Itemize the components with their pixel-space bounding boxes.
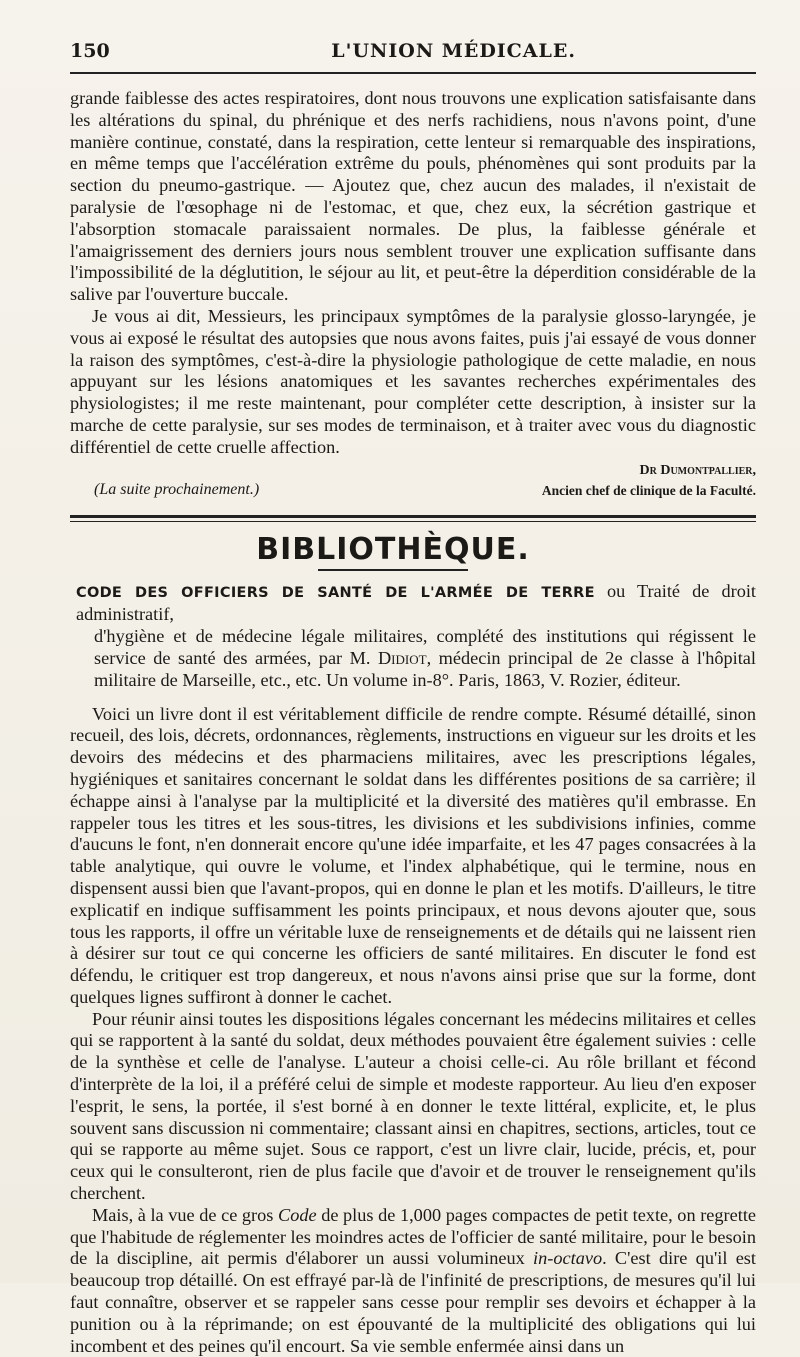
review-p3-c: . C'est dire qu'il est beaucoup trop détaillé. On est effrayé par-là de l'infinité de prescriptions, de mesures qu'il lui faut connaître, observer et se rappeler sans cesse pour remplir ses devoirs et échapper à la punition ou à la réprimande; on est épouvanté de la multiplicité des obligations qui lui incombent et des peines qu'il encourt. Sa vie semble enfermée ainsi dans un (70, 1248, 756, 1356)
review-p3-code: Code (278, 1204, 317, 1225)
header-rule (70, 72, 756, 74)
author-title: Ancien chef de clinique de la Faculté. (541, 482, 756, 498)
review-paragraph-1: Voici un livre dont il est véritablement difficile de rendre compte. Résumé détaillé, sinon recueil, des lois, décrets, ordonnances, règlements, instructions en vigueur sur les droits et les devoirs des médecins et des pharmaciens militaires, avec les prescriptions légales, hygiéniques et sanitaires concernant le soldat dans les différentes positions de sa carrière; il échappe ainsi à l'analyse par la multiplicité et la diversité des matières qu'il embrasse. En rappeler tous les titres et les sous-titres, les divisions et les subdivisions infinies, comme d'aucuns le font, n'en donnerait encore qu'une idée imparfaite, et les 47 pages consacrées à la table analytique, qui ouvre le volume, et l'index alphabétique, qui le termine, nous en dispensent aussi bien que l'avant-propos, qui en donne le plan et les motifs. D'ailleurs, le titre explicatif en indique suffisamment les points principaux, et nous devons ajouter que, sous tous les rapports, il offre un véritable luxe de renseignements et de détails qui ne laissent rien à désirer sur tout ce qui concerne les officiers de santé militaires. En discuter le fond est défendu, le critiquer est trop dangereux, et nous n'avons ainsi prise que sur la forme, dont quelques lignes suffiront à donner le cachet. (70, 703, 756, 1007)
signature-block (70, 461, 756, 501)
book-title: CODE DES OFFICIERS DE SANTÉ DE L'ARMÉE DE TERRE (76, 584, 595, 601)
book-citation (70, 581, 756, 692)
journal-title: L'UNION MÉDICALE. (331, 40, 576, 62)
section-divider (70, 515, 756, 522)
book-details (70, 626, 756, 691)
book-subtitle: ou Traité de droit administratif, (76, 580, 756, 625)
book-details-text: d'hygiène et de médecine légale militaires, complété des institutions qui régissent le service de santé des armées, par M. (94, 626, 756, 668)
continued-note: (La suite prochainement.) (94, 480, 260, 498)
section-title: BIBLIOTHÈQUE. (256, 531, 530, 567)
book-publisher: , médecin principal de 2e classe à l'hôpital militaire de Marseille, etc., etc. Un volume in-8°. Paris, 1863, V. Rozier, éditeur. (94, 647, 756, 690)
review-p3-a: Mais, à la vue de ce gros (92, 1204, 278, 1225)
review-p3-b: de plus de 1,000 pages compactes de petit texte, on regrette que l'habitude de réglementer les moindres actes de l'officier de santé militaire, pour le besoin de la discipline, ait permis d'élaborer un aussi volumineux (70, 1204, 757, 1269)
review-paragraph-2: Pour réunir ainsi toutes les dispositions légales concernant les médecins militaires et celles qui se rapportent à la santé du soldat, deux méthodes pouvaient être également suivies : celle de la synthèse et celle de l'analyse. L'auteur a choisi celle-ci. Au rôle brillant et fécond d'interprète de la loi, il a préféré celui de simple et modeste rapporteur. Au lieu d'en exposer l'esprit, le sens, la portée, il s'est borné à en donner le texte littéral, explicite, et, le plus souvent sans discussion ni commentaire; classant ainsi en chapitres, sections, articles, tout ce qui se rapporte au même sujet. Sous ce rapport, c'est un livre clair, lucide, précis, et, pour ceux qui le consulteront, rien de plus facile que d'avoir et de trouver le renseignement qu'ils cherchent. (70, 1008, 756, 1204)
review-p3-inoctavo: in-octavo (533, 1248, 603, 1269)
book-author: Didiot (377, 647, 427, 668)
running-head (70, 40, 756, 68)
author-signature (542, 461, 756, 501)
page-number: 150 (70, 40, 110, 62)
article-paragraph-2: Je vous ai dit, Messieurs, les principaux symptômes de la paralysie glosso-laryngée, je vous ai exposé le résultat des autopsies que nous avons faites, puis j'ai essayé de vous donner la raison des symptômes, c'est-à-dire la physiologie pathologique de cette maladie, en nous appuyant sur les lésions anatomiques et les savantes recherches expérimentales des physiologistes; il me reste maintenant, pour compléter cette description, à insister sur la marche de cette paralysie, sur ses modes de terminaison, et à traiter avec vous du diagnostic différentiel de cette cruelle affection. (70, 305, 756, 457)
author-name: Dr Dumontpallier, (639, 462, 756, 478)
section-title-rule (318, 569, 468, 571)
review-paragraph-3 (70, 1205, 756, 1357)
article-paragraph-1: grande faiblesse des actes respiratoires, dont nous trouvons une explication satisfaisante dans les altérations du spinal, du phrénique et des nerfs rachidiens, nous n'avons point, d'une manière continue, constaté, dans la respiration, cette lenteur si remarquable des inspirations, en même temps que l'accélération extrême du pouls, phénomènes qui sont produits par la section du pneumo-gastrique. — Ajoutez que, chez aucun des malades, il n'existait de paralysie de l'œsophage ni de l'estomac, et que, chez eux, la sécrétion gastrique et l'absorption stomacale paraissaient normales. De plus, la faiblesse générale et l'amaigrissement des derniers jours nous semblent trouver une explication suffisante dans l'impossibilité de la déglutition, le séjour au lit, et peut-être la déperdition considérable de la salive par l'ouverture buccale. (70, 88, 756, 305)
